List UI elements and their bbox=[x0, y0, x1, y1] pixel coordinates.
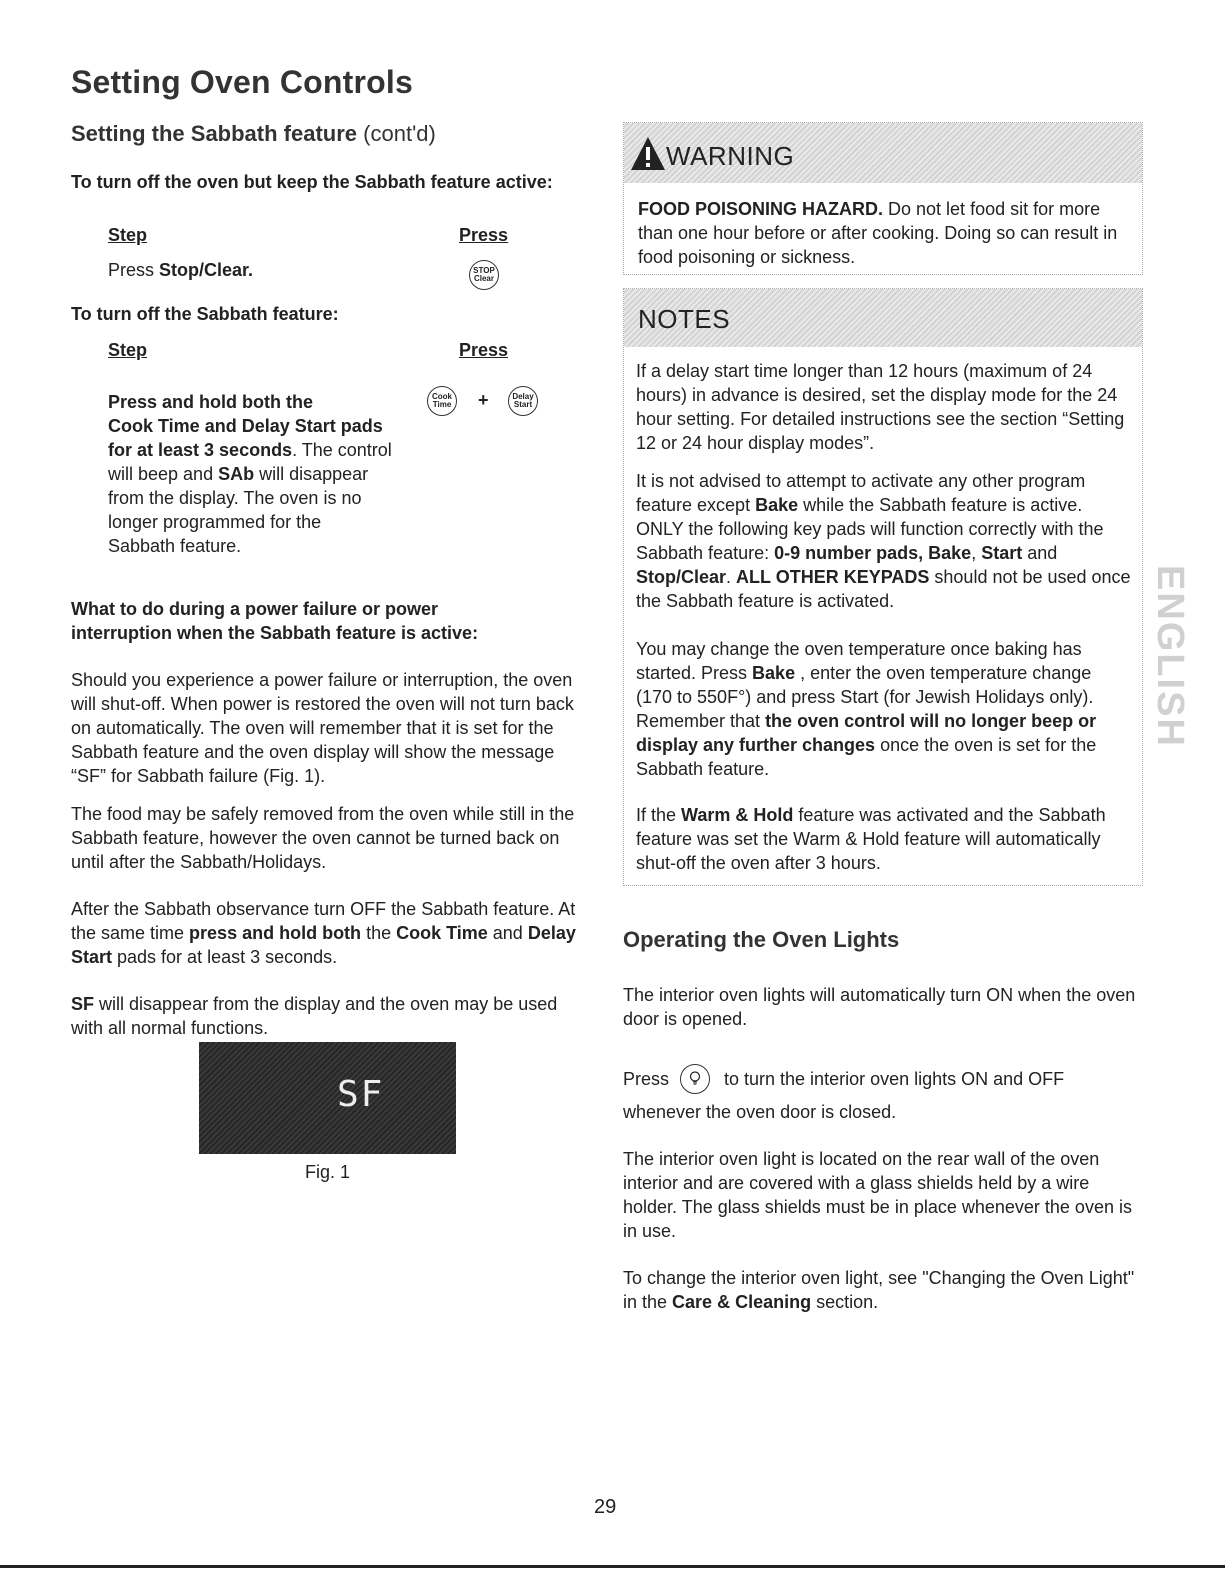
warning-panel bbox=[623, 122, 1143, 275]
stop-key-line2: Clear bbox=[473, 274, 494, 283]
sf-display-figure bbox=[199, 1042, 456, 1154]
p4-text-b: Care & Cleaning bbox=[672, 1292, 812, 1312]
language-side-tab: ENGLISH bbox=[1149, 565, 1191, 748]
delay-key-line1: Delay bbox=[512, 392, 534, 401]
notes-banner bbox=[624, 289, 1142, 347]
n3-d: the oven control will no longer beep or display any further changes bbox=[636, 711, 1097, 755]
hold-line-4-b: SAb bbox=[218, 464, 255, 484]
n2-f: Start bbox=[981, 543, 1023, 563]
cook-key-line2: Time bbox=[432, 400, 452, 409]
warning-text bbox=[638, 197, 1138, 269]
press-label-2: Press bbox=[459, 340, 509, 360]
n4-a: If the bbox=[636, 805, 682, 825]
oven-lights-title: Operating the Oven Lights bbox=[623, 927, 900, 952]
hold-line-4-c: will disappear bbox=[254, 464, 369, 484]
step-text-stop-clear bbox=[108, 258, 253, 282]
stop-key-line1: STOP bbox=[473, 266, 495, 275]
subheading-keep-sabbath: To turn off the oven but keep the Sabbath feature active: bbox=[71, 172, 553, 192]
power-failure-line2: interruption when the Sabbath feature is active: bbox=[71, 623, 479, 643]
page-number: 29 bbox=[594, 1496, 617, 1518]
p3-c: the bbox=[361, 923, 397, 943]
p4-a: SF bbox=[71, 994, 95, 1014]
light-bulb-icon bbox=[689, 1071, 701, 1087]
step-label-2: Step bbox=[108, 340, 148, 360]
hold-line-6: longer programmed for the bbox=[108, 512, 322, 532]
p4-b: will disappear from the display and the oven may be used with all normal functions. bbox=[71, 994, 558, 1038]
bottom-rule bbox=[0, 1565, 1225, 1568]
note-change-temperature bbox=[636, 637, 1131, 781]
n2-i: . bbox=[726, 567, 737, 587]
p3-b: press and hold both bbox=[189, 923, 362, 943]
cook-key-line1: Cook bbox=[432, 392, 452, 401]
hold-line-4 bbox=[108, 462, 438, 486]
lights-paragraph-4 bbox=[623, 1266, 1138, 1314]
n2-g: and bbox=[1022, 543, 1058, 563]
n4-c: feature was activated and the Sabbath feature was set the Warm & Hold feature will automatically shut-off the oven after 3 hours. bbox=[636, 805, 1106, 873]
press-label-1: Press bbox=[459, 225, 509, 245]
hold-line-7: Sabbath feature. bbox=[108, 536, 242, 556]
light-bulb-key-icon bbox=[680, 1064, 710, 1094]
n2-d: 0-9 number pads, Bake bbox=[774, 543, 972, 563]
lights-paragraph-1: The interior oven lights will automatically turn ON when the oven door is opened. bbox=[623, 985, 1136, 1029]
subheading-turn-off: To turn off the Sabbath feature: bbox=[71, 304, 339, 324]
subheading-power-failure bbox=[71, 597, 478, 645]
lights-paragraph-3: The interior oven light is located on the rear wall of the oven interior and are covered with a glass shields held by a wire holder. The glass shields must be in place whenever the oven is in use. bbox=[623, 1149, 1132, 1241]
delay-key-line2: Start bbox=[513, 400, 533, 409]
sf-display-text: SF bbox=[337, 1074, 385, 1115]
notes-title: NOTES bbox=[638, 304, 731, 334]
stop-clear-key-icon bbox=[469, 260, 499, 290]
step-text-hold-both bbox=[108, 390, 438, 558]
step-label-1: Step bbox=[108, 225, 148, 245]
lights-press-suffix: to turn the interior oven lights ON and OFF bbox=[724, 1069, 1065, 1089]
n2-a: It is not advised to attempt to activate any other program feature except bbox=[636, 471, 1086, 515]
note-other-programs bbox=[636, 469, 1131, 613]
hold-line-3 bbox=[108, 438, 438, 462]
p4-text-c: section. bbox=[811, 1292, 879, 1312]
paragraph-power-failure: Should you experience a power failure or interruption, the oven will shut-off. When power is restored the oven will not turn back on automatically. The oven will remember that it is set for the Sabbath feature and the oven display will show the message “SF” for Sabbath failure (Fig. 1). bbox=[71, 670, 574, 786]
warning-body: Do not let food sit for more than one hour before or after cooking. Doing so can result in food poisoning or sickness. bbox=[638, 199, 1118, 267]
section-title-suffix: (cont'd) bbox=[363, 121, 436, 146]
hold-line-2: Cook Time and Delay Start pads bbox=[108, 416, 383, 436]
section-title bbox=[71, 121, 436, 147]
hold-line-3-bold: for at least 3 seconds bbox=[108, 440, 293, 460]
warning-title: WARNING bbox=[666, 141, 795, 171]
warning-banner bbox=[624, 123, 1142, 183]
note-delay-start: If a delay start time longer than 12 hours (maximum of 24 hours) in advance is desired, set the display mode for the 24 hour setting. For detailed instructions see the section “Setting 12 or 24 hour display modes”. bbox=[636, 361, 1125, 453]
p3-d: Cook Time bbox=[396, 923, 488, 943]
n3-b: Bake bbox=[752, 663, 796, 683]
delay-start-key-icon bbox=[508, 386, 538, 416]
p3-f: Delay Start bbox=[71, 923, 576, 967]
hold-line-5: from the display. The oven is no bbox=[108, 488, 362, 508]
p3-a: After the Sabbath observance turn OFF the Sabbath feature. At the same time bbox=[71, 899, 576, 943]
n2-k: should not be used once the Sabbath feature is activated. bbox=[636, 567, 1131, 611]
paragraph-after-sabbath bbox=[71, 897, 586, 969]
n4-b: Warm & Hold bbox=[681, 805, 794, 825]
page-title: Setting Oven Controls bbox=[71, 64, 413, 100]
n2-c: while the Sabbath feature is active. ONLY the following key pads will function correctly with the Sabbath feature: bbox=[636, 495, 1104, 563]
paragraph-sf-disappear bbox=[71, 992, 571, 1040]
step-text-bold: Stop/Clear. bbox=[159, 260, 254, 280]
figure-caption: Fig. 1 bbox=[305, 1162, 351, 1182]
warning-triangle-icon bbox=[629, 135, 667, 173]
n2-h: Stop/Clear bbox=[636, 567, 727, 587]
power-failure-line1: What to do during a power failure or power bbox=[71, 599, 439, 619]
n2-j: ALL OTHER KEYPADS bbox=[736, 567, 930, 587]
hold-line-3-text: . The control bbox=[292, 440, 392, 460]
lights-press-prefix: Press bbox=[623, 1069, 670, 1089]
paragraph-food-removed: The food may be safely removed from the oven while still in the Sabbath feature, however the oven cannot be turned back on until after the Sabbath/Holidays. bbox=[71, 804, 575, 872]
p3-g: pads for at least 3 seconds. bbox=[112, 947, 338, 967]
warning-bold: FOOD POISONING HAZARD. bbox=[638, 199, 884, 219]
p4-text-a: To change the interior oven light, see "Changing the Oven Light" in the bbox=[623, 1268, 1135, 1312]
n3-c: , enter the oven temperature change (170 to 550F°) and press Start (for Jewish Holidays only). Remember that bbox=[636, 663, 1094, 731]
n2-e: , bbox=[971, 543, 982, 563]
hold-line-1: Press and hold both the bbox=[108, 392, 314, 412]
n3-e: once the oven is set for the Sabbath feature. bbox=[636, 735, 1097, 779]
cook-time-key-icon bbox=[427, 386, 457, 416]
n2-b: Bake bbox=[755, 495, 799, 515]
step-text-prefix: Press bbox=[108, 260, 160, 280]
section-title-main: Setting the Sabbath feature bbox=[71, 121, 358, 146]
plus-sign: + bbox=[478, 390, 489, 410]
note-warm-hold bbox=[636, 803, 1131, 875]
n3-a: You may change the oven temperature once baking has started. Press bbox=[636, 639, 1082, 683]
hold-line-4-a: will beep and bbox=[108, 464, 219, 484]
notes-panel bbox=[623, 288, 1143, 886]
p3-e: and bbox=[487, 923, 528, 943]
lights-press-line2: whenever the oven door is closed. bbox=[623, 1102, 897, 1122]
